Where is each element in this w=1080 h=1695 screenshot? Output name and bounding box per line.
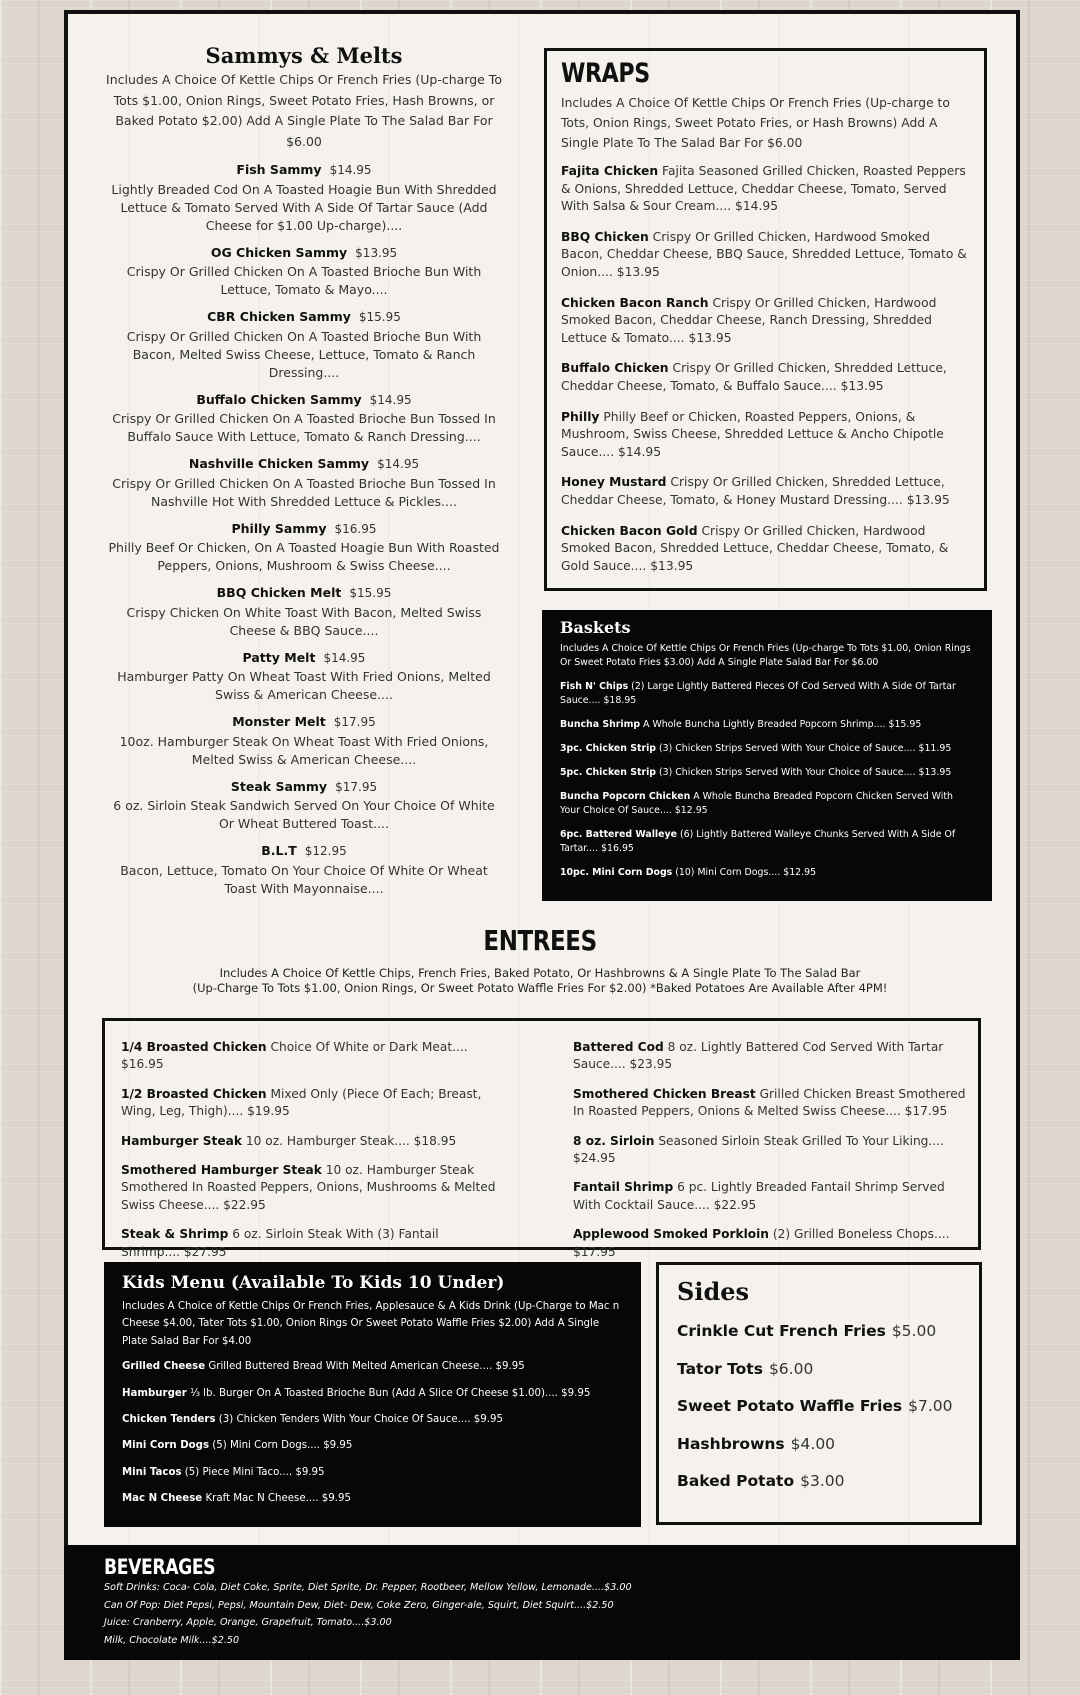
entree-item xyxy=(573,1133,973,1168)
sammy-item xyxy=(104,390,504,447)
side-name: Crinkle Cut French Fries xyxy=(677,1322,886,1340)
basket-description: (6) Lightly Battered Walleye Chunks Served With A Side Of Tartar.... $16.95 xyxy=(560,829,956,854)
kids-item-name: Mac N Cheese xyxy=(122,1493,203,1505)
entree-description: 6 oz. Sirloin Steak With (3) Fantail Shrimp.... $27.95 xyxy=(121,1227,439,1259)
sammy-header xyxy=(104,841,504,862)
entree-item xyxy=(121,1039,501,1074)
basket-item xyxy=(560,680,974,708)
sammy-item xyxy=(104,777,504,834)
sammy-description: Bacon, Lettuce, Tomato On Your Choice Of White Or Wheat Toast With Mayonnaise.... xyxy=(120,862,488,896)
side-price: $5.00 xyxy=(891,1322,937,1340)
kids-item-name: Grilled Cheese xyxy=(122,1361,206,1373)
sammy-description: Hamburger Patty On Wheat Toast With Fried Onions, Melted Swiss & American Cheese.... xyxy=(117,669,491,702)
sammy-name: Nashville Chicken Sammy xyxy=(188,456,370,471)
sides-title: Sides xyxy=(677,1277,750,1306)
sammy-name: Fish Sammy xyxy=(236,162,322,177)
basket-item xyxy=(560,742,974,756)
entree-description: Mixed Only (Piece Of Each; Breast, Wing, Leg, Thigh).... $19.95 xyxy=(121,1086,482,1119)
wrap-name: Chicken Bacon Gold xyxy=(561,523,698,538)
kids-section xyxy=(104,1262,641,1527)
wrap-item xyxy=(561,295,970,348)
wrap-description: Philly Beef or Chicken, Roasted Peppers, Onions, & Mushroom, Swiss Cheese, Shredded Lettuce & Ancho Chipotle Sauce.... $14.95 xyxy=(561,409,944,459)
sides-section xyxy=(656,1262,982,1525)
sammy-item xyxy=(104,583,504,640)
entree-item xyxy=(121,1226,501,1261)
entree-name: Hamburger Steak xyxy=(121,1133,242,1148)
entree-name: 1/2 Broasted Chicken xyxy=(121,1086,267,1101)
sammy-name: Patty Melt xyxy=(242,649,316,665)
sammy-header xyxy=(104,519,504,540)
entree-description: 10 oz. Hamburger Steak.... $18.95 xyxy=(245,1133,457,1148)
sammy-price: $15.95 xyxy=(358,310,401,324)
wrap-item xyxy=(561,229,970,282)
sammy-item xyxy=(104,307,504,382)
entrees-right-column xyxy=(573,1039,973,1273)
sammy-price: $15.95 xyxy=(349,586,392,600)
side-name: Tator Tots xyxy=(677,1359,763,1378)
entrees-left-column xyxy=(121,1039,501,1273)
basket-name: 10pc. Mini Corn Dogs xyxy=(560,867,673,878)
entree-description: 10 oz. Hamburger Steak Smothered In Roasted Peppers, Onions, Mushrooms & Melted Swiss Cheese.... $22.95 xyxy=(121,1163,496,1212)
sammy-description: Crispy Or Grilled Chicken On A Toasted Brioche Bun Tossed In Nashville Hot With Shredded Lettuce & Pickles.... xyxy=(112,475,496,509)
wrap-item xyxy=(561,474,970,509)
beverages-list xyxy=(104,1579,980,1649)
sammy-price: $13.95 xyxy=(355,245,398,260)
sammy-item xyxy=(104,519,504,576)
sammy-name: OG Chicken Sammy xyxy=(210,244,348,260)
entree-name: 8 oz. Sirloin xyxy=(573,1133,655,1148)
wrap-name: Buffalo Chicken xyxy=(561,361,669,376)
sammy-header xyxy=(104,454,504,475)
baskets-section xyxy=(542,610,992,901)
sammy-price: $17.95 xyxy=(333,715,376,729)
entree-item xyxy=(573,1039,973,1074)
sammy-header xyxy=(104,583,504,604)
entree-item xyxy=(573,1086,973,1121)
wrap-description: Crispy Or Grilled Chicken, Hardwood Smoked Bacon, Shredded Lettuce, Cheddar Cheese, Tomato, & Gold Sauce.... $13.95 xyxy=(561,523,949,573)
wrap-name: Philly xyxy=(561,409,600,424)
wrap-description: Fajita Seasoned Grilled Chicken, Roasted Peppers & Onions, Shredded Lettuce, Cheddar Cheese, Tomato, Served With Salsa & Sour Cream.... $14.95 xyxy=(561,164,966,214)
basket-item xyxy=(560,766,974,780)
wrap-name: Chicken Bacon Ranch xyxy=(561,295,709,310)
wraps-list xyxy=(561,163,970,575)
wraps-intro: Includes A Choice Of Kettle Chips Or French Fries (Up-charge to Tots, Onion Rings, Sweet Potato Fries, or Hash Browns) Add A Single Plate To The Salad Bar For $6.00 xyxy=(561,96,950,150)
entree-item xyxy=(573,1179,973,1214)
sammy-header xyxy=(104,712,504,733)
sammy-price: $14.95 xyxy=(329,163,372,177)
kids-item-name: Mini Corn Dogs xyxy=(122,1440,210,1452)
entree-description: Choice Of White or Dark Meat.... $16.95 xyxy=(121,1040,468,1072)
sammy-item xyxy=(104,648,504,705)
kids-list xyxy=(122,1358,623,1507)
wrap-item xyxy=(561,360,970,395)
beverage-line: Juice: Cranberry, Apple, Orange, Grapefruit, Tomato....$3.00 xyxy=(104,1617,392,1629)
kids-item xyxy=(122,1437,623,1454)
kids-item xyxy=(122,1490,623,1507)
kids-title: Kids Menu (Available To Kids 10 Under) xyxy=(122,1273,505,1293)
entrees-title: ENTREES xyxy=(483,924,597,957)
wrap-description: Crispy Or Grilled Chicken, Shredded Lettuce, Cheddar Cheese, Tomato, & Buffalo Sauce.... $13.95 xyxy=(561,361,947,393)
basket-name: 5pc. Chicken Strip xyxy=(560,767,657,778)
sammy-description: 6 oz. Sirloin Steak Sandwich Served On Your Choice Of White Or Wheat Buttered Toast.... xyxy=(113,798,495,831)
side-item xyxy=(677,1359,961,1379)
basket-description: (3) Chicken Strips Served With Your Choice of Sauce.... $13.95 xyxy=(659,767,952,778)
beverage-line: Can Of Pop: Diet Pepsi, Pepsi, Mountain Dew, Diet- Dew, Coke Zero, Ginger-ale, Squirt, Diet Squirt....$2.50 xyxy=(104,1599,614,1611)
entree-name: 1/4 Broasted Chicken xyxy=(121,1040,267,1054)
kids-item-description: Kraft Mac N Cheese.... $9.95 xyxy=(205,1493,351,1505)
sammy-item xyxy=(104,160,504,235)
sammy-header xyxy=(104,777,504,798)
kids-item xyxy=(122,1358,623,1375)
entrees-intro-line1: Includes A Choice Of Kettle Chips, French Fries, Baked Potato, Or Hashbrowns & A Single Plate To The Salad Bar xyxy=(219,966,861,980)
basket-name: 6pc. Battered Walleye xyxy=(560,829,677,840)
entrees-intro xyxy=(150,966,930,996)
sammys-list xyxy=(104,160,504,898)
basket-description: A Whole Buncha Lightly Breaded Popcorn Shrimp.... $15.95 xyxy=(643,719,922,730)
side-item xyxy=(677,1396,961,1416)
sammy-price: $14.95 xyxy=(377,457,420,471)
side-item xyxy=(677,1471,961,1491)
sammy-price: $17.95 xyxy=(335,779,378,794)
kids-item-description: (3) Chicken Tenders With Your Choice Of Sauce.... $9.95 xyxy=(218,1414,503,1426)
sammy-item xyxy=(104,712,504,769)
entree-description: Seasoned Sirloin Steak Grilled To Your Liking.... $24.95 xyxy=(573,1133,944,1166)
wrap-description: Crispy Or Grilled Chicken, Shredded Lettuce, Cheddar Cheese, Tomato, & Honey Mustard Dressing.... $13.95 xyxy=(561,475,950,507)
side-name: Sweet Potato Waffle Fries xyxy=(677,1397,903,1415)
sides-list xyxy=(677,1321,961,1491)
side-price: $4.00 xyxy=(790,1434,836,1453)
sammy-price: $16.95 xyxy=(334,521,377,536)
sammy-description: Crispy Or Grilled Chicken On A Toasted Brioche Bun With Bacon, Melted Swiss Cheese, Lettuce, Tomato & Ranch Dressing.... xyxy=(126,328,482,380)
basket-description: (10) Mini Corn Dogs.... $12.95 xyxy=(675,867,817,878)
basket-description: (3) Chicken Strips Served With Your Choice of Sauce.... $11.95 xyxy=(659,743,952,754)
sammys-title: Sammys & Melts xyxy=(205,43,403,68)
sammy-item xyxy=(104,454,504,511)
wrap-name: Honey Mustard xyxy=(561,475,667,490)
sammy-price: $14.95 xyxy=(323,650,366,665)
beverages-title: BEVERAGES xyxy=(104,1555,216,1579)
entree-item xyxy=(573,1226,973,1261)
kids-item-name: Chicken Tenders xyxy=(122,1414,216,1426)
entrees-section xyxy=(102,1018,981,1259)
sammy-header xyxy=(104,160,504,181)
baskets-title: Baskets xyxy=(560,618,631,637)
basket-item xyxy=(560,718,974,732)
basket-description: (2) Large Lightly Battered Pieces Of Cod Served With A Side Of Tartar Sauce.... $18.95 xyxy=(560,681,956,706)
entree-name: Steak & Shrimp xyxy=(121,1227,229,1242)
side-price: $7.00 xyxy=(908,1397,953,1415)
beverage-line: Milk, Chocolate Milk....$2.50 xyxy=(104,1634,240,1646)
wrap-name: BBQ Chicken xyxy=(561,229,649,244)
sammy-header xyxy=(104,648,504,669)
kids-item xyxy=(122,1411,623,1428)
sammy-name: Steak Sammy xyxy=(230,778,328,794)
entree-name: Fantail Shrimp xyxy=(573,1180,674,1195)
kids-item-description: Grilled Buttered Bread With Melted American Cheese.... $9.95 xyxy=(208,1361,525,1373)
sammy-name: BBQ Chicken Melt xyxy=(216,585,342,600)
entree-item xyxy=(121,1086,501,1121)
wrap-description: Crispy Or Grilled Chicken, Hardwood Smoked Bacon, Cheddar Cheese, BBQ Sauce, Shredded Lettuce, Tomato & Onion.... $13.95 xyxy=(561,229,967,279)
entree-description: 8 oz. Lightly Battered Cod Served With Tartar Sauce.... $23.95 xyxy=(573,1040,944,1072)
wrap-description: Crispy Or Grilled Chicken, Hardwood Smoked Bacon, Cheddar Cheese, Ranch Dressing, Shredded Lettuce & Tomato.... $13.95 xyxy=(561,295,937,345)
entree-description: Grilled Chicken Breast Smothered In Roasted Peppers, Onions & Melted Swiss Cheese.... $17.95 xyxy=(573,1086,966,1119)
sammy-item xyxy=(104,841,504,898)
sammy-description: Crispy Or Grilled Chicken On A Toasted Brioche Bun Tossed In Buffalo Sauce With Lettuce, Tomato & Ranch Dressing.... xyxy=(112,411,496,444)
kids-item-name: Hamburger xyxy=(122,1387,187,1399)
side-item xyxy=(677,1321,961,1341)
basket-item xyxy=(560,866,974,880)
sammy-description: Philly Beef Or Chicken, On A Toasted Hoagie Bun With Roasted Peppers, Onions, Mushroom & Swiss Cheese.... xyxy=(108,540,500,573)
sammy-header xyxy=(104,243,504,264)
beverage-line: Soft Drinks: Coca- Cola, Diet Coke, Sprite, Diet Sprite, Dr. Pepper, Rootbeer, Mellow Yellow, Lemonade....$3.00 xyxy=(104,1582,632,1593)
beverages-section xyxy=(64,1545,1020,1660)
sammy-name: CBR Chicken Sammy xyxy=(207,309,351,324)
sammy-price: $14.95 xyxy=(369,392,412,407)
entree-name: Applewood Smoked Porkloin xyxy=(573,1227,769,1242)
sammy-item xyxy=(104,243,504,300)
sammy-name: Buffalo Chicken Sammy xyxy=(196,391,362,407)
basket-name: Buncha Popcorn Chicken xyxy=(560,791,691,802)
kids-item-description: (5) Piece Mini Taco.... $9.95 xyxy=(184,1466,325,1478)
sammy-name: B.L.T xyxy=(261,843,297,858)
kids-item xyxy=(122,1385,623,1402)
sammy-description: Lightly Breaded Cod On A Toasted Hoagie Bun With Shredded Lettuce & Tomato Served With A Side Of Tartar Sauce (Add Cheese for $1.00 Up-charge).... xyxy=(111,181,497,233)
kids-intro: Includes A Choice of Kettle Chips Or French Fries, Applesauce & A Kids Drink (Up-Charge to Mac n Cheese $4.00, Tater Tots $1.00, Onion Rings Or Sweet Potato Waffle Fries $2.00) Add A Single Plate Salad Bar For $4.00 xyxy=(122,1301,620,1347)
kids-item-name: Mini Tacos xyxy=(122,1466,182,1478)
wrap-name: Fajita Chicken xyxy=(561,164,659,178)
wraps-title: WRAPS xyxy=(561,58,650,89)
basket-name: Fish N' Chips xyxy=(560,681,629,692)
entrees-heading xyxy=(0,925,1080,957)
wrap-item xyxy=(561,523,970,576)
sammy-name: Monster Melt xyxy=(232,714,326,729)
wraps-section xyxy=(544,48,987,591)
entrees-intro-line2: (Up-Charge To Tots $1.00, Onion Rings, Or Sweet Potato Waffle Fries For $2.00) *Baked Potatoes Are Available After 4PM! xyxy=(192,981,888,995)
sammy-header xyxy=(104,307,504,328)
entree-description: (2) Grilled Boneless Chops.... $17.95 xyxy=(573,1227,950,1259)
side-price: $3.00 xyxy=(800,1472,845,1490)
wrap-item xyxy=(561,409,970,462)
wrap-item xyxy=(561,163,970,216)
sammy-description: 10oz. Hamburger Steak On Wheat Toast With Fried Onions, Melted Swiss & American Cheese.... xyxy=(119,733,489,767)
entree-item xyxy=(121,1133,501,1150)
sammys-section xyxy=(104,42,504,906)
baskets-list xyxy=(560,680,974,880)
sammy-header xyxy=(104,390,504,411)
entree-name: Battered Cod xyxy=(573,1040,664,1054)
basket-name: Buncha Shrimp xyxy=(560,719,641,730)
side-name: Baked Potato xyxy=(677,1472,795,1490)
kids-item xyxy=(122,1464,623,1481)
kids-item-description: (5) Mini Corn Dogs.... $9.95 xyxy=(212,1440,353,1452)
sammys-intro: Includes A Choice Of Kettle Chips Or French Fries (Up-charge To Tots $1.00, Onion Rings, Sweet Potato Fries, Hash Browns, or Baked Potato $2.00) Add A Single Plate To The Salad Bar For $6.00 xyxy=(106,72,502,149)
entree-name: Smothered Chicken Breast xyxy=(573,1086,756,1101)
kids-item-description: ⅓ lb. Burger On A Toasted Brioche Bun (Add A Slice Of Cheese $1.00).... $9.95 xyxy=(190,1387,591,1399)
side-price: $6.00 xyxy=(768,1359,814,1378)
basket-item xyxy=(560,828,974,856)
side-name: Hashbrowns xyxy=(677,1434,785,1453)
sammy-description: Crispy Or Grilled Chicken On A Toasted Brioche Bun With Lettuce, Tomato & Mayo.... xyxy=(126,264,482,297)
entree-description: 6 pc. Lightly Breaded Fantail Shrimp Served With Cocktail Sauce.... $22.95 xyxy=(573,1180,945,1212)
sammy-name: Philly Sammy xyxy=(231,520,327,536)
basket-description: A Whole Buncha Breaded Popcorn Chicken Served With Your Choice Of Sauce.... $12.95 xyxy=(560,791,953,816)
side-item xyxy=(677,1434,961,1454)
baskets-intro: Includes A Choice Of Kettle Chips Or French Fries (Up-charge To Tots $1.00, Onion Rings Or Sweet Potato Fries $3.00) Add A Single Plate Salad Bar For $6.00 xyxy=(560,643,971,668)
basket-name: 3pc. Chicken Strip xyxy=(560,743,657,754)
sammy-price: $12.95 xyxy=(304,844,347,858)
entree-name: Smothered Hamburger Steak xyxy=(121,1163,322,1178)
sammy-description: Crispy Chicken On White Toast With Bacon, Melted Swiss Cheese & BBQ Sauce.... xyxy=(126,604,482,638)
entree-item xyxy=(121,1162,501,1214)
basket-item xyxy=(560,790,974,818)
